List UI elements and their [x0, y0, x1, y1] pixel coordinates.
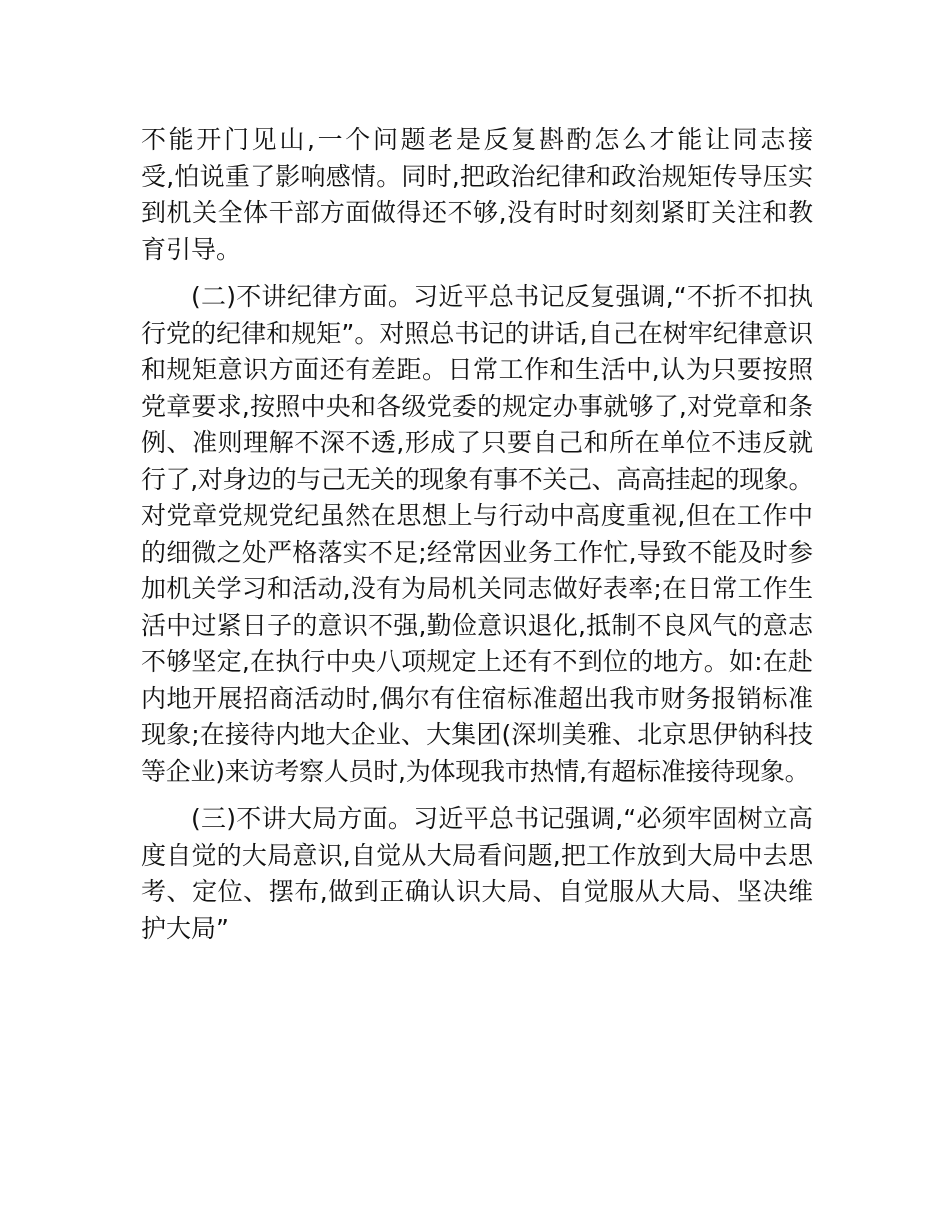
text-line: (三)不讲大局方面。习近平总书记强调,“必须牢固树立高: [191, 804, 813, 833]
text-line: 例、准则理解不深不透,形成了只要自己和所在单位不违反就: [141, 428, 813, 457]
text-line: 育引导。: [141, 234, 242, 264]
paragraph-2: [141, 279, 813, 790]
text-line: 的细微之处严格落实不足;经常因业务工作忙,导致不能及时参: [141, 537, 813, 567]
text-line: 加机关学习和活动,没有为局机关同志做好表率;在日常工作生: [141, 574, 813, 603]
text-line: (二)不讲纪律方面。习近平总书记反复强调,“不折不扣执: [191, 282, 813, 311]
text-line: 内地开展招商活动时,偶尔有住宿标准超出我市财务报销标准: [141, 683, 813, 713]
text-line: 行了,对身边的与己无关的现象有事不关己、高高挂起的现象。: [141, 464, 813, 494]
text-line: 活中过紧日子的意识不强,勤俭意识退化,抵制不良风气的意志: [141, 610, 813, 640]
text-line: 护大局”: [141, 913, 229, 943]
text-line: 到机关全体干部方面做得还不够,没有时时刻刻紧盯关注和教: [141, 198, 813, 227]
text-line: 度自觉的大局意识,自觉从大局看问题,把工作放到大局中去思: [141, 840, 813, 870]
text-line: 对党章党规党纪虽然在思想上与行动中高度重视,但在工作中: [141, 501, 813, 530]
text-line: 和规矩意识方面还有差距。日常工作和生活中,认为只要按照: [141, 355, 813, 384]
text-line: 受,怕说重了影响感情。同时,把政治纪律和政治规矩传导压实: [141, 161, 813, 191]
text-line: 现象;在接待内地大企业、大集团(深圳美雅、北京思伊钠科技: [141, 720, 813, 749]
text-line: 不能开门见山,一个问题老是反复斟酌怎么才能让同志接: [141, 125, 813, 154]
text-line: 行党的纪律和规矩”。对照总书记的讲话,自己在树牢纪律意识: [141, 318, 813, 348]
paragraph-1: [141, 122, 813, 268]
text-line: 等企业)来访考察人员时,为体现我市热情,有超标准接待现象。: [141, 756, 810, 786]
text-line: 不够坚定,在执行中央八项规定上还有不到位的地方。如:在赴: [141, 647, 813, 676]
text-line: 党章要求,按照中央和各级党委的规定办事就够了,对党章和条: [141, 391, 813, 421]
paragraph-3: [141, 801, 813, 947]
text-line: 考、定位、摆布,做到正确认识大局、自觉服从大局、坚决维: [141, 877, 813, 906]
document-body: [141, 122, 813, 958]
